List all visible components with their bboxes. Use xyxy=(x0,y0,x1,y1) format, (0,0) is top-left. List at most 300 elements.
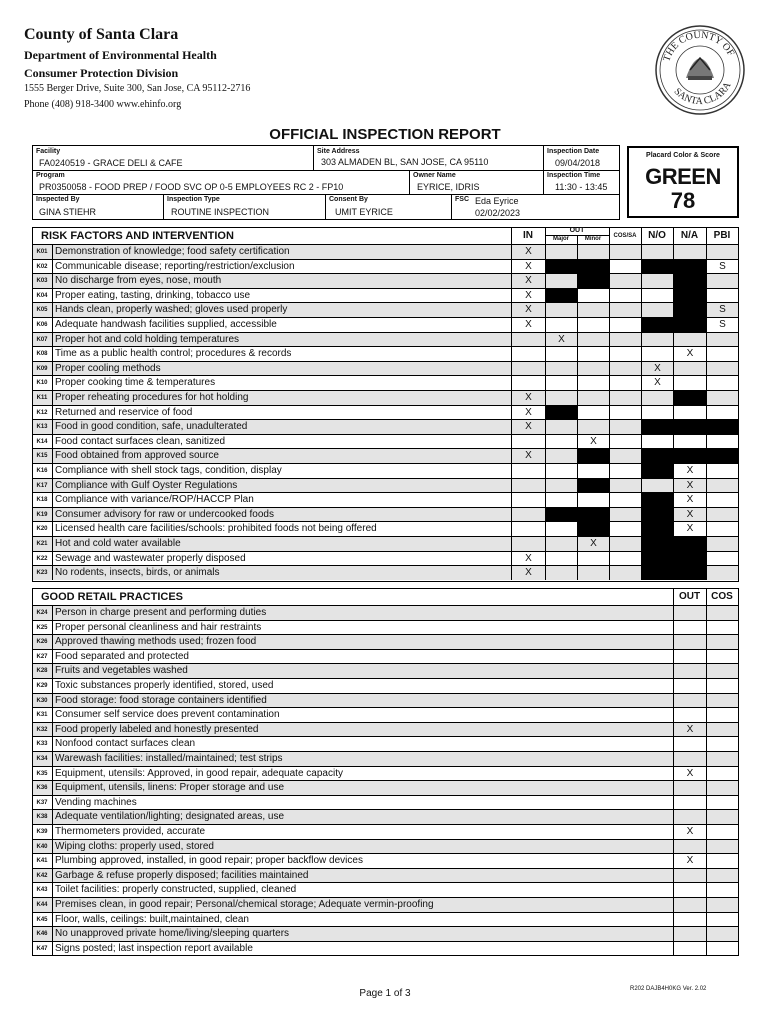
risk-row-k20 xyxy=(33,521,738,536)
item-code: K34 xyxy=(36,756,48,762)
mark-na xyxy=(673,552,706,566)
mark-in: X xyxy=(511,420,545,434)
risk-row-k08 xyxy=(33,346,738,361)
item-code: K04 xyxy=(36,292,48,299)
mark-out xyxy=(673,635,706,649)
retail-row-k44 xyxy=(33,897,738,912)
mark-in xyxy=(511,376,545,390)
mark-major xyxy=(545,449,577,463)
mark-major xyxy=(545,376,577,390)
item-code: K27 xyxy=(36,653,48,660)
mark-out xyxy=(673,694,706,708)
mark-minor: X xyxy=(577,537,609,551)
item-description: Thermometers provided, accurate xyxy=(52,825,205,839)
mark-in xyxy=(511,435,545,449)
form-version: R202 DAJB4H0KG Ver. 2.02 xyxy=(630,986,707,992)
mark-minor xyxy=(577,347,609,361)
mark-no: X xyxy=(641,376,673,390)
mark-cos xyxy=(706,869,738,883)
item-code: K22 xyxy=(36,555,48,562)
mark-out: X xyxy=(673,767,706,781)
inspected-by-label: Inspected By xyxy=(36,196,80,203)
inspection-time-label: Inspection Time xyxy=(547,172,601,179)
mark-cos xyxy=(706,621,738,635)
item-code: K26 xyxy=(36,639,48,646)
risk-row-k05 xyxy=(33,302,738,317)
retail-row-k46 xyxy=(33,926,738,941)
retail-row-k24 xyxy=(33,605,738,620)
mark-pbi xyxy=(706,376,738,390)
mark-in: X xyxy=(511,552,545,566)
item-code: K03 xyxy=(36,278,48,285)
retail-row-k26 xyxy=(33,634,738,649)
risk-row-k02 xyxy=(33,259,738,274)
mark-in: X xyxy=(511,449,545,463)
mark-cos xyxy=(609,449,641,463)
mark-na xyxy=(673,406,706,420)
mark-na xyxy=(673,289,706,303)
facility-label: Facility xyxy=(36,148,61,155)
item-code: K47 xyxy=(36,945,48,952)
item-description: Vending machines xyxy=(52,796,137,810)
mark-minor xyxy=(577,406,609,420)
mark-minor xyxy=(577,493,609,507)
mark-no xyxy=(641,522,673,536)
program-label: Program xyxy=(36,172,65,179)
mark-major xyxy=(545,537,577,551)
col-na: N/A xyxy=(680,230,699,241)
mark-out xyxy=(673,708,706,722)
mark-minor xyxy=(577,362,609,376)
mark-no xyxy=(641,566,673,580)
mark-pbi xyxy=(706,464,738,478)
mark-minor xyxy=(577,391,609,405)
mark-pbi xyxy=(706,552,738,566)
retail-row-k34 xyxy=(33,751,738,766)
retail-row-k36 xyxy=(33,780,738,795)
mark-cos xyxy=(609,333,641,347)
item-description: Compliance with Gulf Oyster Regulations xyxy=(52,479,237,493)
col-no: N/O xyxy=(648,230,666,241)
mark-no xyxy=(641,303,673,317)
mark-out xyxy=(673,927,706,941)
retail-row-k33 xyxy=(33,736,738,751)
mark-out xyxy=(673,913,706,927)
item-code: K43 xyxy=(36,887,48,894)
mark-major xyxy=(545,245,577,259)
mark-cos xyxy=(706,606,738,620)
retail-row-k37 xyxy=(33,795,738,810)
item-code: K31 xyxy=(36,712,48,719)
mark-out xyxy=(673,840,706,854)
item-description: Licensed health care facilities/schools: prohibited foods not being offered xyxy=(52,522,377,536)
item-code: K13 xyxy=(36,424,48,431)
item-code: K09 xyxy=(36,365,48,372)
col-out: OUT xyxy=(569,227,585,234)
mark-out xyxy=(673,621,706,635)
mark-cos xyxy=(706,694,738,708)
mark-in xyxy=(511,464,545,478)
inspection-time-value: 11:30 - 13:45 xyxy=(555,182,608,192)
mark-cos xyxy=(706,825,738,839)
mark-major xyxy=(545,260,577,274)
mark-in: X xyxy=(511,318,545,332)
mark-out xyxy=(673,737,706,751)
mark-minor xyxy=(577,479,609,493)
mark-no xyxy=(641,391,673,405)
retail-row-k39 xyxy=(33,824,738,839)
item-code: K12 xyxy=(36,409,48,416)
item-description: Food separated and protected xyxy=(52,650,189,664)
mark-out xyxy=(673,898,706,912)
mark-in: X xyxy=(511,303,545,317)
item-code: K18 xyxy=(36,497,48,504)
mark-out xyxy=(673,781,706,795)
item-code: K16 xyxy=(36,468,48,474)
item-description: Time as a public health control; procedures & records xyxy=(52,347,291,361)
item-code: K44 xyxy=(36,902,48,908)
item-description: Food properly labeled and honestly presented xyxy=(52,723,258,737)
item-code: K46 xyxy=(36,931,48,938)
retail-heading: GOOD RETAIL PRACTICES xyxy=(41,591,183,603)
item-description: Proper cooling methods xyxy=(52,362,161,376)
risk-row-k23 xyxy=(33,565,738,580)
mark-no xyxy=(641,479,673,493)
item-code: K11 xyxy=(36,395,48,401)
item-code: K15 xyxy=(36,453,48,460)
mark-major xyxy=(545,552,577,566)
item-description: Garbage & refuse properly disposed; facilities maintained xyxy=(52,869,308,883)
item-description: Consumer advisory for raw or undercooked foods xyxy=(52,508,274,522)
col-minor: Minor xyxy=(584,236,602,242)
risk-row-k03 xyxy=(33,273,738,288)
mark-major xyxy=(545,435,577,449)
item-description: Proper eating, tasting, drinking, tobacco use xyxy=(52,289,250,303)
mark-minor xyxy=(577,260,609,274)
mark-cos xyxy=(706,708,738,722)
item-code: K17 xyxy=(36,482,48,489)
item-code: K21 xyxy=(36,541,48,547)
item-code: K32 xyxy=(36,726,48,733)
mark-cos xyxy=(609,435,641,449)
mark-cos xyxy=(706,752,738,766)
item-description: Wiping cloths: properly used, stored xyxy=(52,840,214,854)
item-description: Toilet facilities: properly constructed, supplied, cleaned xyxy=(52,883,296,897)
mark-minor: X xyxy=(577,435,609,449)
mark-cos xyxy=(609,420,641,434)
item-description: Proper hot and cold holding temperatures xyxy=(52,333,239,347)
retail-row-k27 xyxy=(33,649,738,664)
mark-out xyxy=(673,796,706,810)
fsc-name: Eda Eyrice xyxy=(475,196,519,206)
risk-row-k16 xyxy=(33,463,738,478)
item-description: Food obtained from approved source xyxy=(52,449,219,463)
mark-minor xyxy=(577,420,609,434)
col-pbi: PBI xyxy=(713,230,731,241)
item-code: K42 xyxy=(36,872,48,879)
item-description: Fruits and vegetables washed xyxy=(52,664,188,678)
owner-value: EYRICE, IDRIS xyxy=(417,182,480,192)
item-code: K23 xyxy=(36,570,48,577)
facility-value: FA0240519 - GRACE DELI & CAFE xyxy=(39,158,183,168)
mark-no xyxy=(641,318,673,332)
col-retail-cos: COS xyxy=(711,591,733,602)
col-cossa: COS/SA xyxy=(613,233,637,239)
mark-cos xyxy=(609,347,641,361)
item-code: K29 xyxy=(36,683,48,689)
mark-na xyxy=(673,303,706,317)
mark-cos xyxy=(609,464,641,478)
mark-pbi xyxy=(706,435,738,449)
mark-no xyxy=(641,493,673,507)
mark-cos xyxy=(706,679,738,693)
item-description: Food storage: food storage containers identified xyxy=(52,694,267,708)
mark-na xyxy=(673,376,706,390)
page-number: Page 1 of 3 xyxy=(359,988,411,999)
mark-in xyxy=(511,479,545,493)
mark-in xyxy=(511,333,545,347)
mark-minor xyxy=(577,333,609,347)
mark-minor xyxy=(577,464,609,478)
mark-cos xyxy=(609,493,641,507)
risk-row-k12 xyxy=(33,405,738,420)
item-code: K02 xyxy=(36,263,48,270)
mark-cos xyxy=(706,913,738,927)
inspected-by-value: GINA STIEHR xyxy=(39,207,97,217)
mark-pbi xyxy=(706,274,738,288)
mark-cos xyxy=(706,927,738,941)
col-major: Major xyxy=(552,236,569,242)
risk-row-k18 xyxy=(33,492,738,507)
mark-pbi: S xyxy=(706,318,738,332)
retail-row-k30 xyxy=(33,693,738,708)
item-code: K07 xyxy=(36,336,48,343)
item-description: Floor, walls, ceilings: built,maintained, clean xyxy=(52,913,249,927)
mark-major xyxy=(545,493,577,507)
mark-no xyxy=(641,508,673,522)
mark-cos xyxy=(706,883,738,897)
mark-out xyxy=(673,664,706,678)
item-code: K38 xyxy=(36,814,48,821)
risk-row-k22 xyxy=(33,551,738,566)
retail-row-k42 xyxy=(33,868,738,883)
retail-row-k41 xyxy=(33,853,738,868)
mark-major xyxy=(545,391,577,405)
item-code: K05 xyxy=(36,307,48,314)
mark-cos xyxy=(609,508,641,522)
mark-no xyxy=(641,245,673,259)
mark-in xyxy=(511,522,545,536)
risk-heading: RISK FACTORS AND INTERVENTION xyxy=(41,230,234,242)
item-code: K35 xyxy=(36,770,48,777)
mark-pbi xyxy=(706,245,738,259)
mark-in: X xyxy=(511,245,545,259)
mark-na: X xyxy=(673,479,706,493)
item-code: K01 xyxy=(36,249,48,255)
mark-cos xyxy=(706,854,738,868)
mark-major xyxy=(545,406,577,420)
risk-row-k15 xyxy=(33,448,738,463)
item-code: K45 xyxy=(36,916,48,923)
mark-in xyxy=(511,362,545,376)
col-retail-out: OUT xyxy=(678,591,701,602)
mark-na: X xyxy=(673,508,706,522)
mark-minor xyxy=(577,376,609,390)
mark-na xyxy=(673,260,706,274)
mark-no xyxy=(641,464,673,478)
mark-cos xyxy=(706,635,738,649)
program-value: PR0350058 - FOOD PREP / FOOD SVC OP 0-5 EMPLOYEES RC 2 - FP10 xyxy=(39,182,344,192)
item-description: Proper reheating procedures for hot holding xyxy=(52,391,248,405)
item-description: Compliance with shell stock tags, condition, display xyxy=(52,464,282,478)
retail-row-k29 xyxy=(33,678,738,693)
mark-pbi xyxy=(706,479,738,493)
item-description: Compliance with variance/ROP/HACCP Plan xyxy=(52,493,254,507)
item-description: Person in charge present and performing duties xyxy=(52,606,266,620)
risk-row-k09 xyxy=(33,361,738,376)
item-description: No rodents, insects, birds, or animals xyxy=(52,566,220,580)
mark-out xyxy=(673,752,706,766)
item-code: K41 xyxy=(36,858,48,865)
risk-factors-table xyxy=(32,227,739,582)
item-description: Equipment, utensils: Approved, in good repair, adequate capacity xyxy=(52,767,343,781)
mark-cos xyxy=(706,942,738,956)
mark-major xyxy=(545,420,577,434)
mark-in: X xyxy=(511,566,545,580)
mark-no xyxy=(641,347,673,361)
inspection-info-box xyxy=(32,145,620,220)
mark-out xyxy=(673,942,706,956)
mark-cos xyxy=(706,810,738,824)
county-seal-logo xyxy=(654,24,746,116)
mark-major xyxy=(545,362,577,376)
address: 1555 Berger Drive, Suite 300, San Jose, CA 95112-2716 xyxy=(24,83,251,94)
item-description: Toxic substances properly identified, stored, used xyxy=(52,679,273,693)
mark-na xyxy=(673,318,706,332)
retail-row-k38 xyxy=(33,809,738,824)
retail-row-k47 xyxy=(33,941,738,956)
mark-cos xyxy=(609,566,641,580)
mark-in: X xyxy=(511,274,545,288)
mark-na xyxy=(673,362,706,376)
mark-cos xyxy=(706,796,738,810)
item-code: K28 xyxy=(36,668,48,675)
mark-in xyxy=(511,537,545,551)
item-description: Consumer self service does prevent contamination xyxy=(52,708,280,722)
mark-cos xyxy=(706,650,738,664)
mark-pbi xyxy=(706,566,738,580)
placard-color: GREEN xyxy=(645,164,721,189)
site-address-value: 303 ALMADEN BL, SAN JOSE, CA 95110 xyxy=(321,157,489,167)
item-description: Communicable disease; reporting/restriction/exclusion xyxy=(52,260,295,274)
mark-out: X xyxy=(673,723,706,737)
mark-pbi: S xyxy=(706,303,738,317)
item-code: K30 xyxy=(36,697,48,704)
mark-cos xyxy=(609,406,641,420)
retail-row-k28 xyxy=(33,663,738,678)
mark-major xyxy=(545,522,577,536)
retail-row-k45 xyxy=(33,912,738,927)
mark-no xyxy=(641,537,673,551)
mark-pbi xyxy=(706,493,738,507)
mark-minor xyxy=(577,289,609,303)
svg-text:THE COUNTY OF: THE COUNTY OF xyxy=(661,29,737,64)
mark-pbi xyxy=(706,420,738,434)
mark-na xyxy=(673,566,706,580)
item-description: Approved thawing methods used; frozen food xyxy=(52,635,256,649)
good-retail-table xyxy=(32,588,739,956)
mark-in xyxy=(511,347,545,361)
mark-na xyxy=(673,537,706,551)
mark-in: X xyxy=(511,391,545,405)
risk-row-k11 xyxy=(33,390,738,405)
risk-row-k13 xyxy=(33,419,738,434)
mark-minor xyxy=(577,274,609,288)
mark-minor xyxy=(577,522,609,536)
fsc-date: 02/02/2023 xyxy=(475,208,521,218)
mark-out: X xyxy=(673,854,706,868)
mark-cos xyxy=(609,303,641,317)
mark-minor xyxy=(577,508,609,522)
mark-no xyxy=(641,333,673,347)
placard-box xyxy=(627,146,739,218)
mark-cos xyxy=(609,537,641,551)
inspection-date-label: Inspection Date xyxy=(547,148,600,155)
fsc-label: FSC xyxy=(455,196,469,203)
mark-major xyxy=(545,347,577,361)
item-code: K40 xyxy=(36,843,48,850)
mark-cos xyxy=(609,274,641,288)
item-description: Food in good condition, safe, unadulterated xyxy=(52,420,247,434)
item-description: Demonstration of knowledge; food safety certification xyxy=(52,245,290,259)
item-code: K06 xyxy=(36,322,48,328)
inspection-type-label: Inspection Type xyxy=(167,196,220,203)
mark-no xyxy=(641,435,673,449)
consent-by-label: Consent By xyxy=(329,196,368,203)
mark-in: X xyxy=(511,260,545,274)
mark-no xyxy=(641,260,673,274)
item-description: Equipment, utensils, linens: Proper storage and use xyxy=(52,781,284,795)
item-description: Warewash facilities: installed/maintained; test strips xyxy=(52,752,283,766)
mark-cos xyxy=(706,767,738,781)
mark-cos xyxy=(706,723,738,737)
mark-cos xyxy=(609,552,641,566)
mark-no xyxy=(641,552,673,566)
placard-score: 78 xyxy=(670,188,696,213)
mark-major xyxy=(545,318,577,332)
mark-pbi xyxy=(706,362,738,376)
mark-pbi xyxy=(706,347,738,361)
mark-out xyxy=(673,869,706,883)
mark-major xyxy=(545,303,577,317)
retail-row-k35 xyxy=(33,766,738,781)
division-name: Consumer Protection Division xyxy=(24,66,179,80)
mark-no xyxy=(641,449,673,463)
mark-na xyxy=(673,435,706,449)
risk-row-k14 xyxy=(33,434,738,449)
mark-no xyxy=(641,274,673,288)
mark-out xyxy=(673,883,706,897)
phone-web: Phone (408) 918-3400 www.ehinfo.org xyxy=(24,99,182,110)
consent-by-value: UMIT EYRICE xyxy=(335,207,393,217)
mark-na xyxy=(673,391,706,405)
mark-na: X xyxy=(673,493,706,507)
report-title: OFFICIAL INSPECTION REPORT xyxy=(269,126,501,143)
mark-cos xyxy=(706,664,738,678)
mark-na xyxy=(673,274,706,288)
mark-cos xyxy=(706,781,738,795)
retail-row-k43 xyxy=(33,882,738,897)
